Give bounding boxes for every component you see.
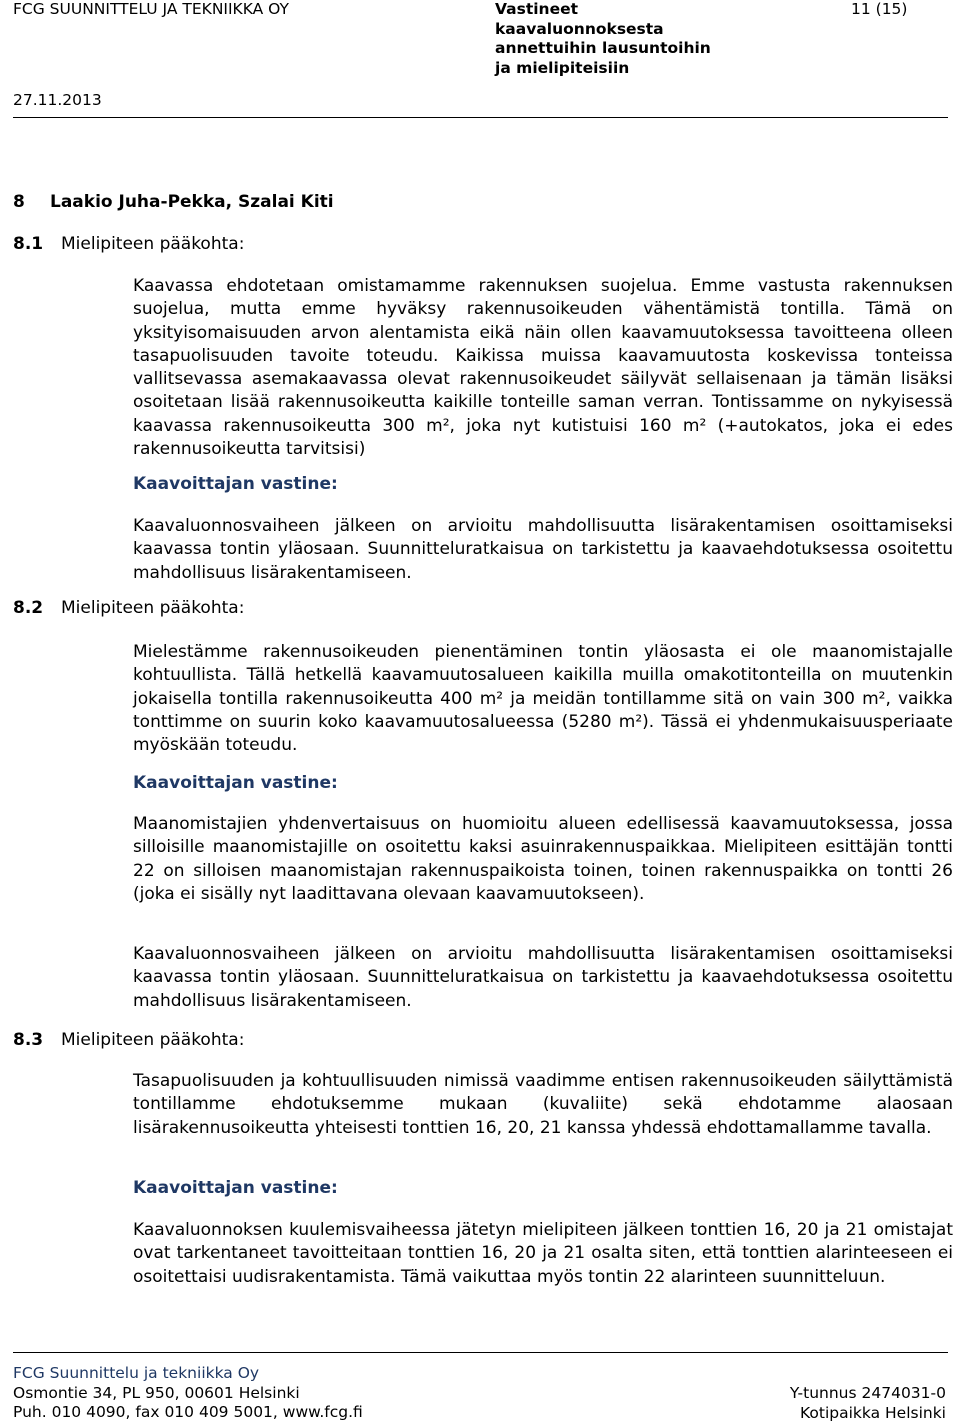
- opinion-text: Mielestämme rakennusoikeuden pienentäminen tontin yläosasta ei ole maanomistajalle kohtuullista. Tällä hetkellä kaavamuutosalueen kaikilla muilla omakotitonteilla on muutenkin jokaisella tontilla rakennusoikeutta 400 m² ja meidän tontillamme sitä on vain 300 m², vaikka tonttimme on suurin koko kaavamuutosalueessa (5280 m²). Tässä ei yhdenmukaisuusperiaate myöskään toteudu.: [133, 641, 953, 757]
- header-date: 27.11.2013: [13, 91, 102, 109]
- section-heading: [13, 192, 334, 212]
- subsection-number: 8.3: [13, 1030, 61, 1050]
- subsection-heading: [13, 1030, 244, 1050]
- header-divider: [13, 117, 948, 118]
- opinion-text: Kaavassa ehdotetaan omistamamme rakennuksen suojelua. Emme vastusta rakennuksen suojelua, mutta emme hyväksy rakennusoikeuden vähentämistä tontilla. Tämä on yksityisomaisuuden arvon alentamista eikä näin ollen kaavamuutoksessa tavoitteena olleen tasapuolisuuden tavoite toteudu. Kaikissa muissa kaavamuutosta koskevissa tonteissa vallitsevassa asemakaavassa olevat rakennusoikeudet säilyvät sellaisenaan ja tämän lisäksi osoitetaan lisää rakennusoikeutta kaikille tonteille saman verran. Tontissamme on nykyisessä kaavassa rakennusoikeutta 300 m², joka nyt kutistuisi 160 m² (+autokatos, joka ei edes rakennusoikeutta tarvitsisi): [133, 275, 953, 461]
- header-title-line: ja mielipiteisiin: [495, 59, 711, 79]
- page-number: 11 (15): [851, 0, 907, 18]
- response-label: Kaavoittajan vastine:: [133, 474, 338, 494]
- footer-contact: Puh. 010 4090, fax 010 409 5001, www.fcg.fi: [13, 1403, 363, 1423]
- header-title-line: annettuihin lausuntoihin: [495, 39, 711, 59]
- subsection-number: 8.1: [13, 234, 61, 254]
- footer-right: [790, 1384, 946, 1423]
- response-label: Kaavoittajan vastine:: [133, 1178, 338, 1198]
- header-company: FCG SUUNNITTELU JA TEKNIIKKA OY: [13, 0, 289, 18]
- footer-divider: [13, 1352, 948, 1353]
- response-text: Kaavaluonnosvaiheen jälkeen on arvioitu mahdollisuutta lisärakentamisen osoittamiseksi kaavassa tontin yläosaan. Suunnitteluratkaisua on tarkistettu ja kaavaehdotuksessa osoitettu mahdollisuus lisärakentamiseen.: [133, 515, 953, 585]
- footer-domicile: Kotipaikka Helsinki: [790, 1404, 946, 1423]
- footer-address: Osmontie 34, PL 950, 00601 Helsinki: [13, 1384, 363, 1404]
- subsection-heading: [13, 234, 244, 254]
- response-text: Maanomistajien yhdenvertaisuus on huomioitu alueen edellisessä kaavamuutoksessa, jossa silloisille maanomistajille on osoitettu kaksi asuinrakennuspaikkaa. Mielipiteen esittäjän tontti 22 on silloisen maanomistajan rakennuspaikoista toinen, toinen rakennuspaikka on tontti 26 (joka ei sisälly nyt laadittavana olevaan kaavamuutokseen).: [133, 813, 953, 906]
- subsection-title: Mielipiteen pääkohta:: [61, 1030, 244, 1050]
- opinion-text: Tasapuolisuuden ja kohtuullisuuden nimissä vaadimme entisen rakennusoikeuden säilyttämistä tontillamme ehdotuksemme mukaan (kuvaliite) sekä ehdotamme alaosaan lisärakennusoikeutta yhteisesti tonttien 16, 20, 21 kanssa yhdessä ehdottamallamme tavalla.: [133, 1070, 953, 1140]
- footer-business-id: Y-tunnus 2474031-0: [790, 1384, 946, 1404]
- response-text: Kaavaluonnoksen kuulemisvaiheessa jätetyn mielipiteen jälkeen tonttien 16, 20 ja 21 omistajat ovat tarkentaneet tavoitteitaan tonttien 16, 20 ja 21 osalta siten, että tonttien alarinteeseen ei osoitettaisi uudisrakentamista. Tämä vaikuttaa myös tontin 22 alarinteen suunnitteluun.: [133, 1219, 953, 1289]
- subsection-heading: [13, 598, 244, 618]
- header-title: [495, 0, 711, 78]
- subsection-number: 8.2: [13, 598, 61, 618]
- header-title-line: kaavaluonnoksesta: [495, 20, 711, 40]
- response-text: Kaavaluonnosvaiheen jälkeen on arvioitu mahdollisuutta lisärakentamisen osoittamiseksi kaavassa tontin yläosaan. Suunnitteluratkaisua on tarkistettu ja kaavaehdotuksessa osoitettu mahdollisuus lisärakentamiseen.: [133, 943, 953, 1013]
- subsection-title: Mielipiteen pääkohta:: [61, 234, 244, 254]
- response-label: Kaavoittajan vastine:: [133, 773, 338, 793]
- footer-company: FCG Suunnittelu ja tekniikka Oy: [13, 1364, 363, 1384]
- subsection-title: Mielipiteen pääkohta:: [61, 598, 244, 618]
- footer-left: [13, 1364, 363, 1423]
- section-number: 8: [13, 192, 50, 212]
- header-title-line: Vastineet: [495, 0, 711, 20]
- section-title: Laakio Juha-Pekka, Szalai Kiti: [50, 192, 334, 212]
